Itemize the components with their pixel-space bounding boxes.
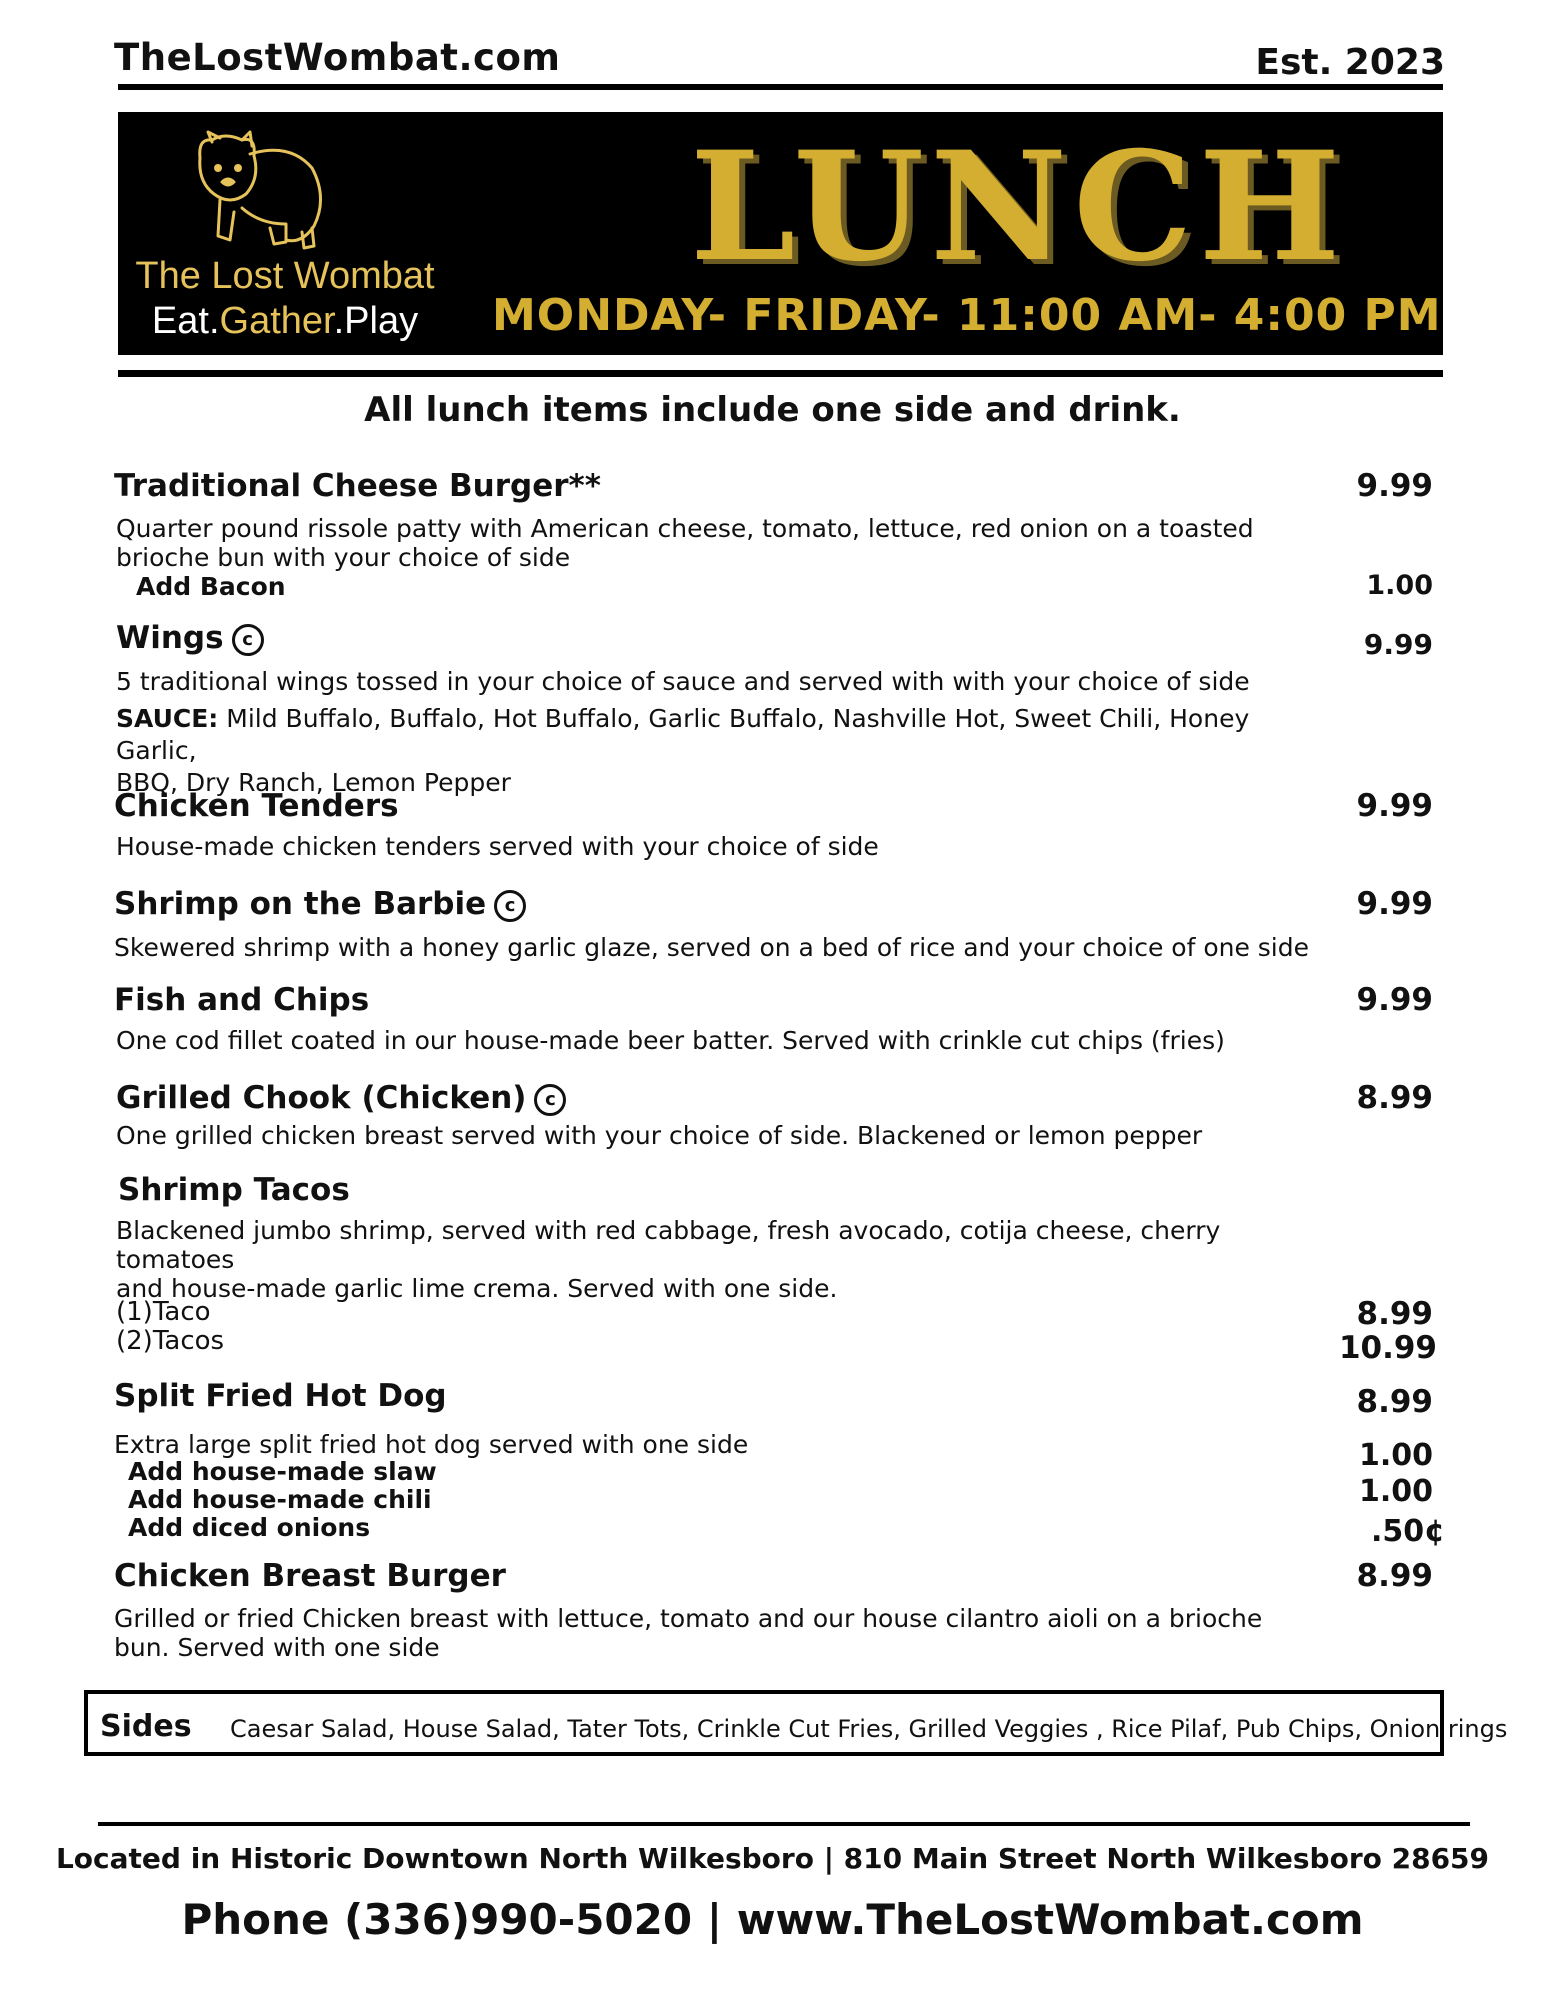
tagline-eat: Eat. bbox=[151, 300, 220, 342]
item-price-chook: 8.99 bbox=[1356, 1080, 1433, 1116]
item-name-tacos: Shrimp Tacos bbox=[118, 1172, 350, 1208]
item-price-fish: 9.99 bbox=[1356, 982, 1433, 1018]
taco-option-2-price: 10.99 bbox=[1338, 1330, 1437, 1366]
item-desc-tenders: House-made chicken tenders served with your choice of side bbox=[116, 832, 879, 861]
item-price-chicken-burger: 8.99 bbox=[1356, 1558, 1433, 1594]
item-desc-burger-line2: brioche bun with your choice of side bbox=[116, 543, 571, 572]
banner-divider bbox=[118, 370, 1443, 377]
sauce-list-line1: Mild Buffalo, Buffalo, Hot Buffalo, Garlic Buffalo, Nashville Hot, Sweet Chili, Honey Garlic, bbox=[116, 704, 1250, 765]
item-desc-hotdog: Extra large split fried hot dog served with one side bbox=[114, 1430, 749, 1459]
item-desc-tacos-line2: and house-made garlic lime crema. Served with one side. bbox=[116, 1274, 838, 1303]
sauce-list-line2: BBQ, Dry Ranch, Lemon Pepper bbox=[116, 768, 511, 797]
sauce-label: SAUCE: bbox=[116, 704, 219, 733]
top-divider bbox=[118, 84, 1443, 90]
item-desc-chicken-burger-line1: Grilled or fried Chicken breast with lettuce, tomato and our house cilantro aioli on a brioche bbox=[114, 1604, 1263, 1633]
site-name: TheLostWombat.com bbox=[114, 36, 561, 79]
addon-chili-price: 1.00 bbox=[1358, 1474, 1433, 1509]
copyright-icon: c bbox=[494, 890, 526, 922]
hotdog-addons bbox=[128, 1458, 437, 1542]
item-price-tenders: 9.99 bbox=[1356, 788, 1433, 824]
item-name-shrimp-barbie bbox=[114, 886, 526, 922]
taco-options bbox=[116, 1298, 1316, 1356]
taco-option-1-price: 8.99 bbox=[1356, 1296, 1433, 1332]
copyright-icon: c bbox=[232, 624, 264, 656]
menu-title: LUNCH bbox=[690, 119, 1347, 295]
item-name-wings-text: Wings bbox=[116, 620, 224, 656]
sides-list: Caesar Salad, House Salad, Tater Tots, Crinkle Cut Fries, Grilled Veggies , Rice Pilaf, Pub Chips, Onion rings bbox=[230, 1715, 1508, 1743]
item-price-wings: 9.99 bbox=[1363, 628, 1433, 661]
item-desc-tacos-line1: Blackened jumbo shrimp, served with red cabbage, fresh avocado, cotija cheese, cherry tomatoes bbox=[116, 1216, 1221, 1274]
item-desc-shrimp-barbie: Skewered shrimp with a honey garlic glaze, served on a bed of rice and your choice of one side bbox=[114, 933, 1310, 962]
addon-onions-price: .50¢ bbox=[1370, 1514, 1445, 1549]
tagline-gather: Gather bbox=[219, 300, 334, 342]
copyright-icon: c bbox=[534, 1084, 566, 1116]
footer-phone: Phone (336)990-5020 | www.TheLostWombat.com bbox=[181, 1895, 1364, 1944]
item-desc-burger-line1: Quarter pound rissole patty with American cheese, tomato, lettuce, red onion on a toasted bbox=[116, 514, 1254, 543]
taco-option-1-label: (1)Taco bbox=[116, 1297, 211, 1327]
wombat-icon bbox=[190, 128, 330, 258]
item-name-hotdog: Split Fried Hot Dog bbox=[114, 1378, 447, 1414]
item-desc-chook: One grilled chicken breast served with your choice of side. Blackened or lemon pepper bbox=[116, 1121, 1203, 1150]
item-name-burger: Traditional Cheese Burger** bbox=[114, 468, 601, 504]
item-price-hotdog: 8.99 bbox=[1356, 1384, 1433, 1420]
footer-address: Located in Historic Downtown North Wilkesboro | 810 Main Street North Wilkesboro 28659 bbox=[55, 1842, 1490, 1875]
footer-divider bbox=[98, 1822, 1470, 1826]
intro-note: All lunch items include one side and drink. bbox=[364, 390, 1181, 430]
addon-bacon-price: 1.00 bbox=[1366, 570, 1433, 601]
established-year: Est. 2023 bbox=[1255, 42, 1445, 83]
item-name-fish: Fish and Chips bbox=[114, 982, 370, 1018]
item-desc-tacos bbox=[116, 1216, 1316, 1303]
item-desc-chicken-burger bbox=[114, 1604, 1314, 1662]
item-desc-wings: 5 traditional wings tossed in your choice of sauce and served with with your choice of side bbox=[116, 667, 1250, 696]
item-price-burger: 9.99 bbox=[1356, 468, 1433, 504]
item-name-chicken-burger: Chicken Breast Burger bbox=[114, 1558, 506, 1594]
item-name-chook-text: Grilled Chook (Chicken) bbox=[116, 1080, 527, 1116]
brand-block bbox=[130, 255, 440, 343]
lunch-hours: MONDAY- FRIDAY- 11:00 AM- 4:00 PM bbox=[492, 290, 1442, 341]
addon-chili-label: Add house-made chili bbox=[128, 1485, 432, 1514]
item-desc-burger bbox=[116, 514, 1316, 572]
addon-onions-label: Add diced onions bbox=[128, 1513, 371, 1542]
item-name-chook bbox=[116, 1080, 566, 1116]
item-name-shrimp-barbie-text: Shrimp on the Barbie bbox=[114, 886, 487, 922]
addon-slaw-label: Add house-made slaw bbox=[128, 1457, 437, 1486]
item-desc-fish: One cod fillet coated in our house-made beer batter. Served with crinkle cut chips (fries) bbox=[116, 1026, 1225, 1055]
tagline-play: .Play bbox=[333, 300, 419, 342]
sides-label: Sides bbox=[100, 1709, 192, 1744]
item-price-shrimp-barbie: 9.99 bbox=[1356, 886, 1433, 922]
brand-name: The Lost Wombat bbox=[135, 255, 435, 297]
taco-option-2-label: (2)Tacos bbox=[116, 1326, 225, 1356]
item-sauces-wings bbox=[116, 703, 1316, 799]
item-name-wings bbox=[116, 620, 264, 656]
brand-tagline bbox=[130, 300, 440, 343]
item-desc-chicken-burger-line2: bun. Served with one side bbox=[114, 1633, 440, 1662]
addon-slaw-price: 1.00 bbox=[1358, 1438, 1433, 1473]
item-name-tenders: Chicken Tenders bbox=[114, 788, 399, 824]
addon-bacon-label: Add Bacon bbox=[136, 572, 286, 601]
